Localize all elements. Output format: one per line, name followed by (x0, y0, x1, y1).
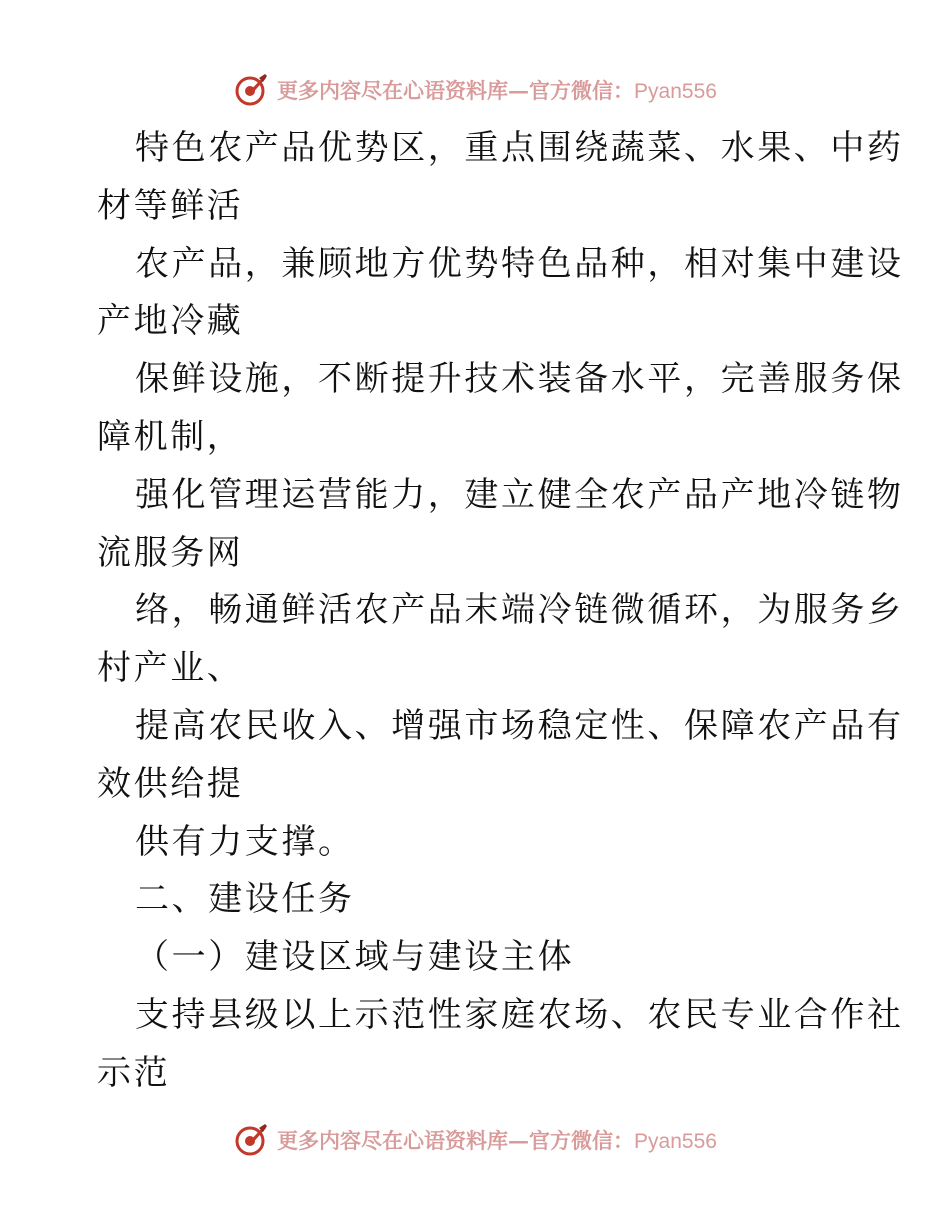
quill-logo-icon (233, 1122, 269, 1158)
watermark-text: 更多内容尽在心语资料库—官方微信：Pyan556 (277, 78, 717, 103)
paragraph-line: 提高农民收入、增强市场稳定性、保障农产品有 (135, 705, 904, 746)
paragraph-line: 示范 (97, 1052, 171, 1093)
paragraph-line: 材等鲜活 (97, 185, 244, 226)
quill-logo-icon (233, 72, 269, 108)
paragraph-line: 供有力支撑。 (135, 821, 355, 862)
footer-watermark (0, 1120, 950, 1160)
paragraph-line: 障机制， (97, 416, 244, 457)
paragraph-line: 强化管理运营能力，建立健全农产品产地冷链物 (135, 474, 904, 515)
paragraph-line: 保鲜设施，不断提升技术装备水平，完善服务保 (135, 359, 904, 400)
subsection-heading: （一）建设区域与建设主体 (135, 937, 575, 978)
paragraph-line: 效供给提 (97, 763, 244, 804)
paragraph-line: 流服务网 (97, 532, 244, 573)
watermark-text: 更多内容尽在心语资料库—官方微信：Pyan556 (277, 1128, 717, 1153)
document-body (97, 120, 904, 1103)
paragraph-line: 特色农产品优势区，重点围绕蔬菜、水果、中药 (135, 128, 904, 168)
paragraph-line: 支持县级以上示范性家庭农场、农民专业合作社 (135, 994, 904, 1035)
paragraph-line: 络，畅通鲜活农产品末端冷链微循环，为服务乡 (135, 590, 904, 631)
section-heading: 二、建设任务 (135, 879, 355, 920)
paragraph-line: 村产业、 (97, 648, 244, 689)
paragraph-line: 产地冷藏 (97, 301, 244, 342)
paragraph-line: 农产品，兼顾地方优势特色品种，相对集中建设 (135, 243, 904, 284)
header-watermark (0, 70, 950, 110)
